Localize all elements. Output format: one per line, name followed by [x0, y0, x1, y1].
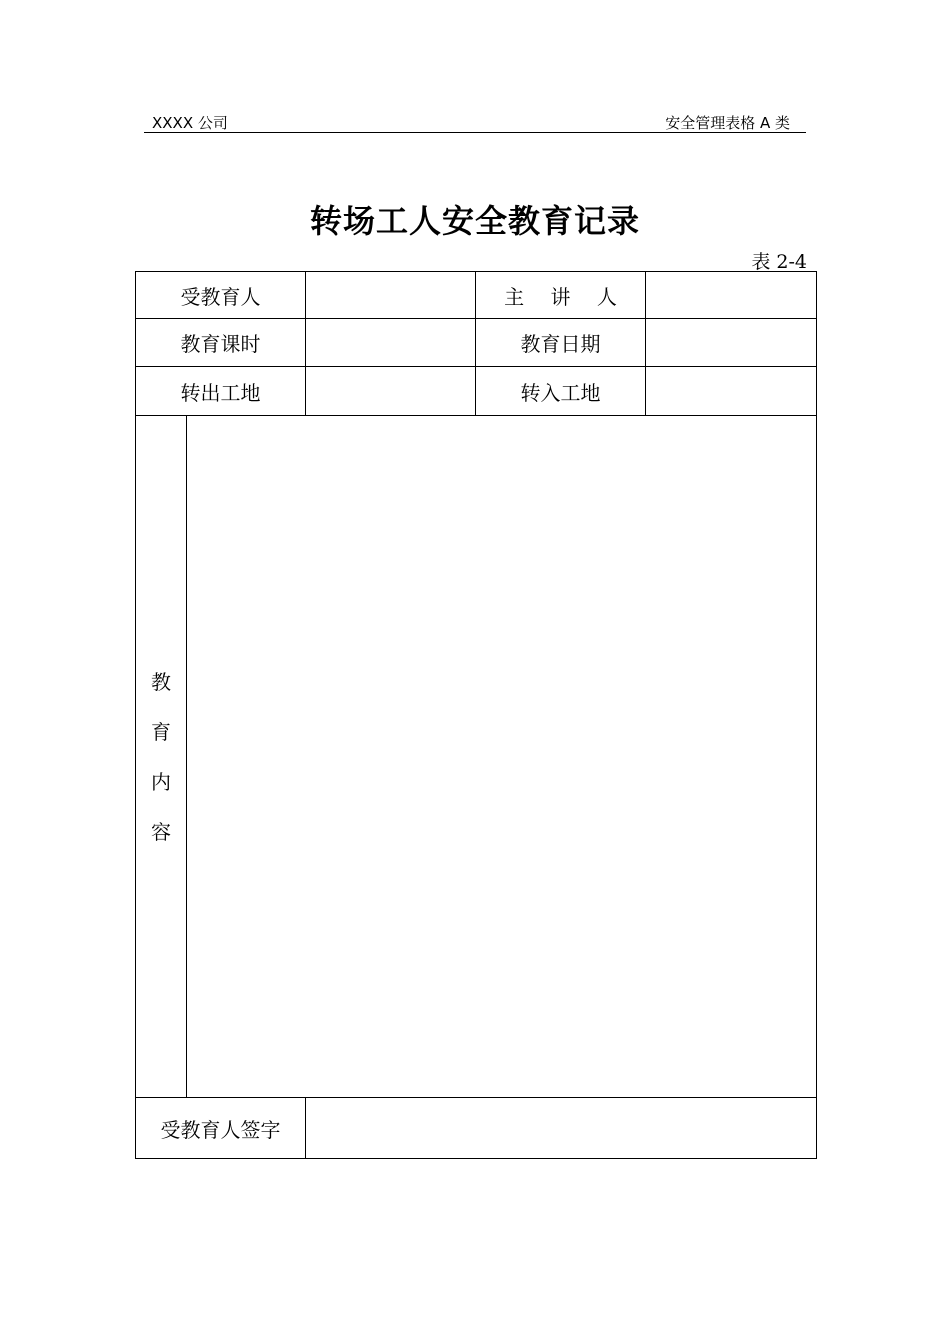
signature-field[interactable]: [306, 1098, 817, 1159]
hours-field[interactable]: [306, 319, 476, 367]
date-label: 教育日期: [476, 319, 646, 367]
page-header: [144, 110, 806, 133]
form-row-hours: [136, 319, 817, 367]
content-field[interactable]: [188, 416, 816, 1097]
hours-label: 教育课时: [136, 319, 306, 367]
to-site-field[interactable]: [646, 367, 817, 416]
record-form: [135, 271, 817, 1159]
content-cell: [136, 416, 817, 1098]
content-label-char: 容: [151, 819, 171, 844]
content-label-char: 育: [151, 719, 171, 744]
signature-label: 受教育人签字: [136, 1098, 306, 1159]
from-site-field[interactable]: [306, 367, 476, 416]
document-title: 转场工人安全教育记录: [309, 202, 640, 240]
content-label-char: 教: [151, 669, 171, 694]
company-name: XXXX 公司: [152, 114, 228, 132]
trainee-label: 受教育人: [136, 272, 306, 319]
form-number: 表 2-4: [751, 251, 807, 273]
content-label-char: 内: [151, 769, 171, 794]
date-field[interactable]: [646, 319, 817, 367]
form-row-sites: [136, 367, 817, 416]
from-site-label: 转出工地: [136, 367, 306, 416]
lecturer-field[interactable]: [646, 272, 817, 319]
form-row-signature: [136, 1098, 817, 1159]
to-site-label: 转入工地: [476, 367, 646, 416]
form-row-trainee: [136, 272, 817, 319]
lecturer-label: 主 讲 人: [476, 272, 646, 319]
content-label: [136, 416, 187, 1097]
form-row-content: [136, 416, 817, 1098]
form-category: 安全管理表格 A 类: [665, 114, 790, 132]
trainee-field[interactable]: [306, 272, 476, 319]
